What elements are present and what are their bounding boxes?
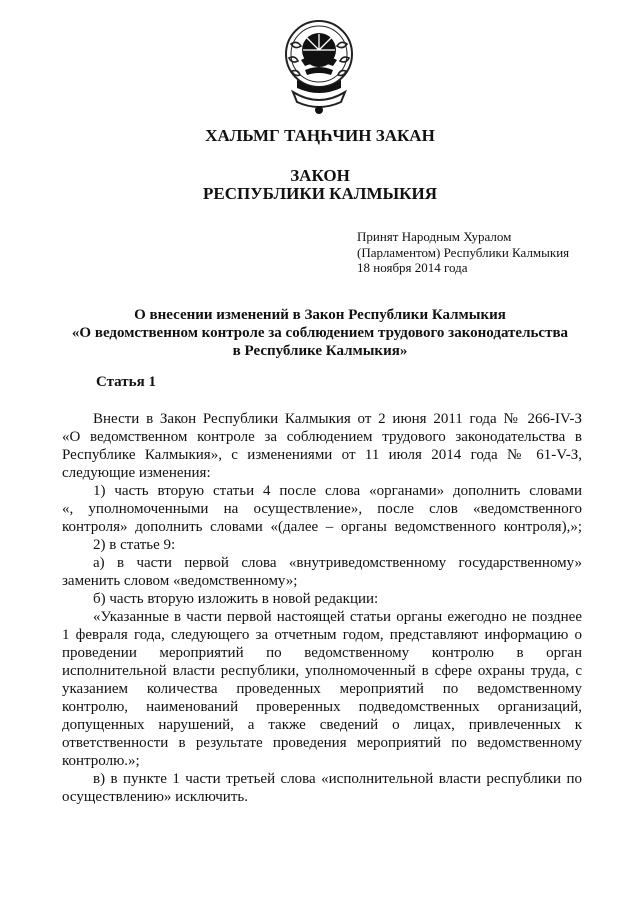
body-line: ответственности в результате проведения мероприятий по ведомственному [62, 735, 582, 751]
body-line: контроля» дополнить словами «(далее – органы ведомственного контроля),»; [62, 519, 582, 535]
law-heading-line-3: в Республике Калмыкия» [232, 343, 408, 359]
body-line: «Указанные в части первой настоящей статьи органы ежегодно не позднее [93, 609, 582, 625]
republic-title: РЕСПУБЛИКИ КАЛМЫКИЯ [202, 184, 438, 203]
body-line: 1) часть вторую статьи 4 после слова «органами» дополнить словами [93, 483, 582, 499]
adoption-line-2: (Парламентом) Республики Калмыкия [357, 245, 570, 260]
body-line: Республике Калмыкия», с изменениями от 11 июля 2014 года № 61-V-З, [62, 447, 582, 463]
kalmyk-law-title: ХАЛЬМГ ТАҢҺЧИН ЗАКАН [205, 126, 435, 145]
law-heading-line-2: «О ведомственном контроле за соблюдением трудового законодательства [71, 325, 569, 341]
body-line: заменить словом «ведомственному»; [62, 573, 298, 589]
body-line: следующие изменения: [62, 465, 211, 481]
law-heading-line-1: О внесении изменений в Закон Республики Калмыкия [134, 307, 506, 323]
body-line: «, уполномоченными на осуществление», после слов «ведомственного [62, 501, 582, 517]
kalmykia-coat-of-arms-emblem [283, 14, 355, 118]
adoption-date: 18 ноября 2014 года [357, 260, 468, 275]
body-line: б) часть вторую изложить в новой редакции: [93, 591, 379, 607]
body-line: осуществлению» исключить. [62, 789, 248, 805]
body-line: а) в части первой слова «внутриведомственному государственному» [93, 555, 582, 571]
body-line: Внести в Закон Республики Калмыкия от 2 июня 2011 года № 266-IV-З [93, 411, 582, 427]
body-line: 1 февраля года, следующего за отчетным годом, представляют информацию о [62, 627, 582, 643]
body-line: проведении мероприятий по ведомственному контролю в орган [62, 645, 582, 661]
body-line: указанием количества проведенных мероприятий по ведомственному [62, 681, 582, 697]
body-line: «О ведомственном контроле за соблюдением трудового законодательства в [62, 429, 582, 445]
adoption-line-1: Принят Народным Хуралом [357, 229, 512, 244]
body-line: контролю.»; [62, 753, 140, 769]
body-line: допущенных нарушений, а также сведений о лицах, привлеченных к [62, 717, 582, 733]
body-line: в) в пункте 1 части третьей слова «исполнительной власти республики по [93, 771, 582, 787]
article-label: Статья 1 [96, 374, 156, 390]
body-line: контролю, наименований проверенных подведомственных организаций, [62, 699, 582, 715]
body-line: 2) в статье 9: [93, 537, 176, 553]
law-title: ЗАКОН [290, 166, 350, 185]
body-line: исполнительной власти республики, уполномоченный в сфере охраны труда, с [62, 663, 582, 679]
